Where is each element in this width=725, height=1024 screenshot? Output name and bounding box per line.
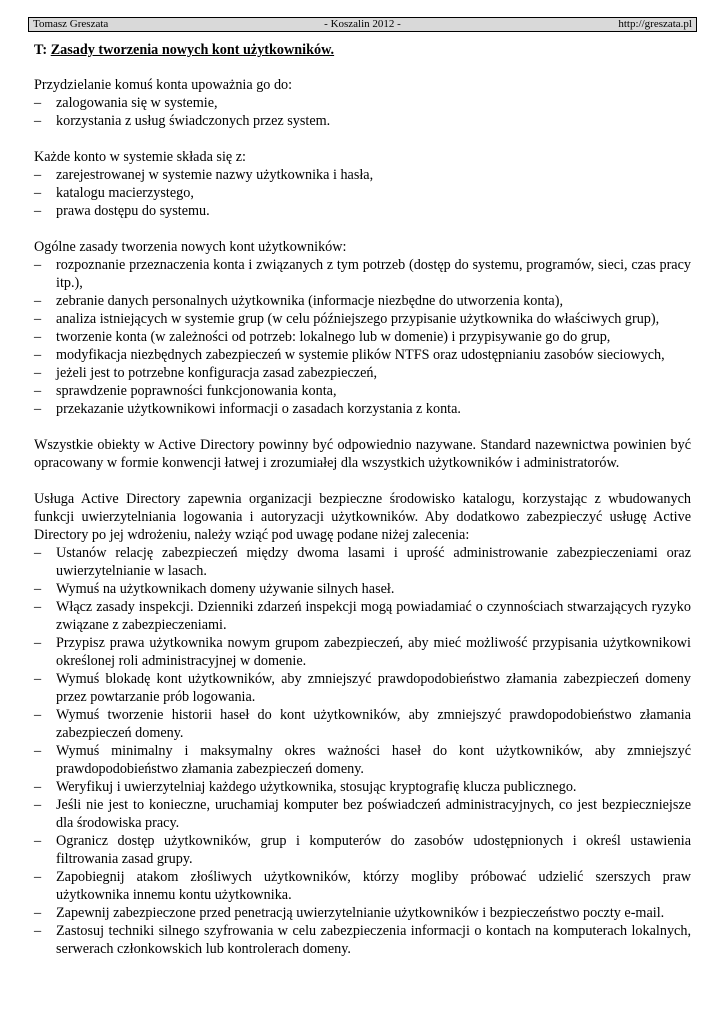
list-item: – Zastosuj techniki silnego szyfrowania w celu zabezpieczenia informacji o kontach na komputerach lokalnych, serwerach członkowskich lub kontrolerach domeny. bbox=[34, 922, 691, 958]
title-prefix: T: bbox=[34, 42, 51, 58]
list-item: – prawa dostępu do systemu. bbox=[34, 202, 691, 220]
list-item: – Włącz zasady inspekcji. Dzienniki zdarzeń inspekcji mogą powiadamiać o czynnościach stwarzających ryzyko związane z zabezpieczeniami. bbox=[34, 598, 691, 634]
title-text: Zasady tworzenia nowych kont użytkowników. bbox=[50, 42, 335, 58]
list-item: – sprawdzenie poprawności funkcjonowania konta, bbox=[34, 382, 691, 400]
list-item: – Weryfikuj i uwierzytelniaj każdego użytkownika, stosując kryptografię klucza publicznego. bbox=[34, 778, 691, 796]
list-item: – zebranie danych personalnych użytkownika (informacje niezbędne do utworzenia konta), bbox=[34, 292, 691, 310]
header-author: Tomasz Greszata bbox=[33, 18, 109, 30]
section-lead: Ogólne zasady tworzenia nowych kont użytkowników: bbox=[34, 239, 347, 255]
document-body bbox=[34, 41, 691, 976]
list-item: – Wymuś na użytkownikach domeny używanie silnych haseł. bbox=[34, 580, 691, 598]
bullet-list bbox=[34, 544, 691, 958]
list-item: – Ustanów relację zabezpieczeń między dwoma lasami i uprość administrowanie zabezpieczeniami oraz uwierzytelnianie w lasach. bbox=[34, 544, 691, 580]
list-item: – analiza istniejących w systemie grup (w celu późniejszego przypisanie użytkownika do właściwych grup), bbox=[34, 310, 691, 328]
page-header bbox=[28, 17, 697, 32]
section-ad-security bbox=[34, 490, 691, 958]
list-item: – tworzenie konta (w zależności od potrzeb: lokalnego lub w domenie) i przypisywanie go do grup, bbox=[34, 328, 691, 346]
bullet-list bbox=[34, 94, 691, 130]
list-item: – Ogranicz dostęp użytkowników, grup i komputerów do zasobów udostępnionych i określ ustawienia filtrowania zasad grupy. bbox=[34, 832, 691, 868]
header-url: http://greszata.pl bbox=[618, 18, 692, 30]
bullet-list bbox=[34, 256, 691, 418]
list-item: – Jeśli nie jest to konieczne, uruchamiaj komputer bez poświadczeń administracyjnych, co jest bezpieczniejsze dla środowiska pracy. bbox=[34, 796, 691, 832]
section-lead: Usługa Active Directory zapewnia organizacji bezpieczne środowisko katalogu, korzystając z wbudowanych funkcji uwierzytelniania logowania i autoryzacji użytkowników. Aby dodatkowo zabezpieczyć usługę Active Directory po jej wdrożeniu, należy wziąć pod uwagę podane niżej zalecenia: bbox=[34, 491, 691, 543]
section-account-grants bbox=[34, 76, 691, 130]
list-item: – Wymuś blokadę kont użytkowników, aby zmniejszyć prawdopodobieństwo złamania zabezpieczeń domeny przez powtarzanie prób logowania. bbox=[34, 670, 691, 706]
list-item: – jeżeli jest to potrzebne konfiguracja zasad zabezpieczeń, bbox=[34, 364, 691, 382]
list-item: – zarejestrowanej w systemie nazwy użytkownika i hasła, bbox=[34, 166, 691, 184]
list-item: – zalogowania się w systemie, bbox=[34, 94, 691, 112]
list-item: – Zapewnij zabezpieczone przed penetracją uwierzytelnianie użytkowników i bezpieczeństwo poczty e-mail. bbox=[34, 904, 691, 922]
header-location: - Koszalin 2012 - bbox=[324, 18, 401, 30]
section-naming bbox=[34, 436, 691, 472]
list-item: – rozpoznanie przeznaczenia konta i związanych z tym potrzeb (dostęp do systemu, programów, sieci, czas pracy itp.), bbox=[34, 256, 691, 292]
list-item: – Przypisz prawa użytkownika nowym grupom zabezpieczeń, aby mieć możliwość przypisania użytkownikowi określonej roli administracyjnej w domenie. bbox=[34, 634, 691, 670]
section-account-parts bbox=[34, 148, 691, 220]
list-item: – korzystania z usług świadczonych przez system. bbox=[34, 112, 691, 130]
list-item: – Wymuś minimalny i maksymalny okres ważności haseł do kont użytkowników, aby zmniejszyć prawdopodobieństwo złamania zabezpieczeń domeny. bbox=[34, 742, 691, 778]
section-lead: Przydzielanie komuś konta upoważnia go do: bbox=[34, 77, 293, 93]
list-item: – Zapobiegnij atakom złośliwych użytkowników, którzy mogliby próbować udzielić szerszych praw użytkownika innemu kontu użytkownika. bbox=[34, 868, 691, 904]
bullet-list bbox=[34, 166, 691, 220]
list-item: – Wymuś tworzenie historii haseł do kont użytkowników, aby zmniejszyć prawdopodobieństwo złamania zabezpieczeń domeny. bbox=[34, 706, 691, 742]
page-title bbox=[34, 41, 691, 59]
list-item: – przekazanie użytkownikowi informacji o zasadach korzystania z konta. bbox=[34, 400, 691, 418]
list-item: – modyfikacja niezbędnych zabezpieczeń w systemie plików NTFS oraz udostępnianiu zasobów sieciowych, bbox=[34, 346, 691, 364]
section-general-rules bbox=[34, 238, 691, 418]
paragraph: Wszystkie obiekty w Active Directory powinny być odpowiednio nazywane. Standard nazewnictwa powinien być opracowany w formie konwencji łatwej i zrozumiałej dla wszystkich użytkowników i administratorów. bbox=[34, 437, 691, 471]
section-lead: Każde konto w systemie składa się z: bbox=[34, 149, 246, 165]
list-item: – katalogu macierzystego, bbox=[34, 184, 691, 202]
